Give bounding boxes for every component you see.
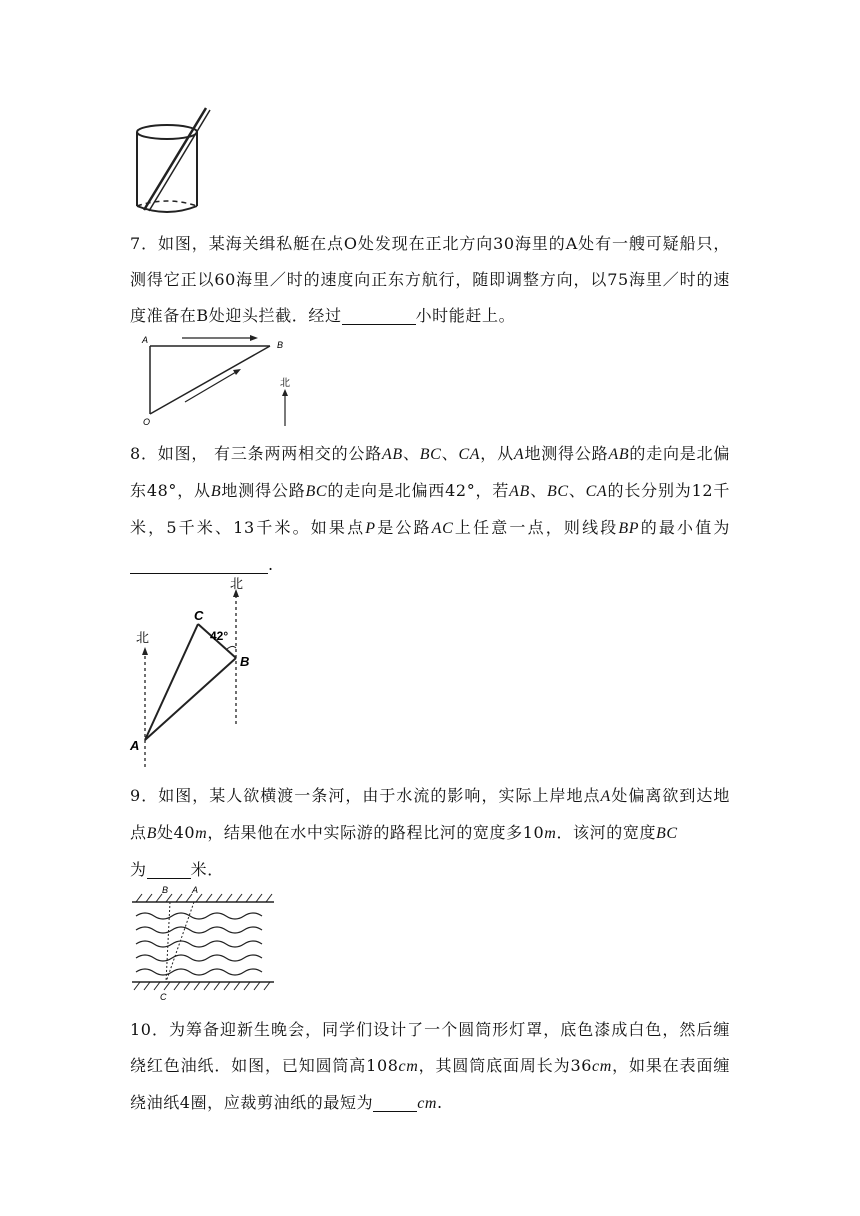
q8-text: 、 <box>529 481 547 500</box>
q10-answer-blank <box>373 1093 417 1112</box>
q7-label-a: A <box>142 335 149 345</box>
q8-text: . <box>268 555 274 574</box>
question-7 <box>130 226 730 334</box>
q9-text: ．该河的宽度 <box>556 823 657 842</box>
q10-math: cm <box>592 1058 612 1075</box>
q8-north-left: 北 <box>136 631 150 646</box>
q9-figure <box>128 882 278 1002</box>
q9-text: 9．如图，某人欲横渡一条河，由于水流的影响，实际上岸地点 <box>130 786 601 805</box>
q10-math: cm <box>398 1058 419 1075</box>
q8-math: BC <box>305 483 328 500</box>
cylinder-rod-figure <box>130 100 220 220</box>
q8-math: AB <box>509 483 530 500</box>
q8-text: 、 <box>441 444 459 463</box>
q8-math: BP <box>618 520 640 537</box>
q8-north-right: 北 <box>230 577 244 592</box>
q9-label-c: C <box>160 992 167 1002</box>
question-10 <box>130 1012 730 1122</box>
q8-math: CA <box>458 446 481 463</box>
q8-text: 上任意一点，则线段 <box>453 518 619 537</box>
question-9 <box>130 778 730 888</box>
q7-figure <box>140 334 300 429</box>
q8-math: AB <box>608 446 630 463</box>
q8-math: AB <box>382 446 403 463</box>
q9-math: m <box>195 825 208 842</box>
q9-text: 处偏离欲到达地点 <box>130 786 730 842</box>
q9-math: m <box>544 825 557 842</box>
q9-text: 为 <box>130 860 147 879</box>
q8-math: P <box>365 520 376 537</box>
q8-figure <box>128 572 258 772</box>
q10-text: . <box>437 1093 443 1112</box>
q9-label-b: B <box>162 885 169 895</box>
q7-answer-blank <box>342 306 416 325</box>
q8-text: 、 <box>402 444 420 463</box>
q8-label-b: B <box>240 654 250 669</box>
q7-north-label: 北 <box>280 378 290 389</box>
q8-text: 、 <box>568 481 586 500</box>
q8-text: 的走向是北偏东48°，从 <box>130 444 730 500</box>
q8-math: BC <box>546 483 569 500</box>
q7-label-b: B <box>277 340 284 350</box>
q8-math: A <box>513 446 525 463</box>
q8-text: ，从 <box>480 444 514 463</box>
q7-text-b: 小时能赶上。 <box>415 306 516 325</box>
q8-angle-label: 42° <box>210 629 229 643</box>
question-8 <box>130 436 730 583</box>
q10-math: cm <box>417 1095 438 1112</box>
q8-label-c: C <box>194 608 204 623</box>
q10-text: ，其圆筒底面周长为36 <box>418 1056 593 1075</box>
q7-text-a: 7．如图，某海关缉私艇在点O处发现在正北方向30海里的A处有一艘可疑船只，测得它正以60海里／时的速度向正东方航行，随即调整方向，以75海里／时的速度准备在B处迎头拦截．经过 <box>130 234 730 325</box>
q9-label-a: A <box>192 885 199 895</box>
q8-text: 是公路 <box>375 518 432 537</box>
q9-text: 米． <box>190 860 224 879</box>
q7-label-o: O <box>143 417 151 427</box>
q8-text: 的最小值为 <box>639 518 730 537</box>
q10-text: ，如果在表面缠绕油纸4圈，应裁剪油纸的最短为 <box>130 1056 730 1112</box>
q8-math: B <box>210 483 222 500</box>
q9-math: B <box>146 825 157 842</box>
q8-math: AC <box>431 520 454 537</box>
q9-math: A <box>600 788 611 805</box>
q8-label-a: A <box>130 738 140 753</box>
q8-text: 的走向是北偏西42°，若 <box>327 481 510 500</box>
q9-math: BC <box>656 825 678 842</box>
q8-text: 地测得公路 <box>221 481 306 500</box>
q10-text: 10．为筹备迎新生晚会，同学们设计了一个圆筒形灯罩，底色漆成白色，然后缠绕红色油纸．如图，已知圆筒高108 <box>130 1020 730 1075</box>
q8-math: CA <box>585 483 608 500</box>
q8-text: 的长分别为12千米，5千米、13千米。如果点 <box>130 481 730 537</box>
q8-math: BC <box>419 446 442 463</box>
q8-text: 地测得公路 <box>524 444 609 463</box>
q8-text: 8．如图， 有三条两两相交的公路 <box>130 444 383 463</box>
q9-text: ，结果他在水中实际游的路程比河的宽度多10 <box>207 823 545 842</box>
q9-answer-blank <box>147 860 191 879</box>
q9-text: 处40 <box>156 823 196 842</box>
